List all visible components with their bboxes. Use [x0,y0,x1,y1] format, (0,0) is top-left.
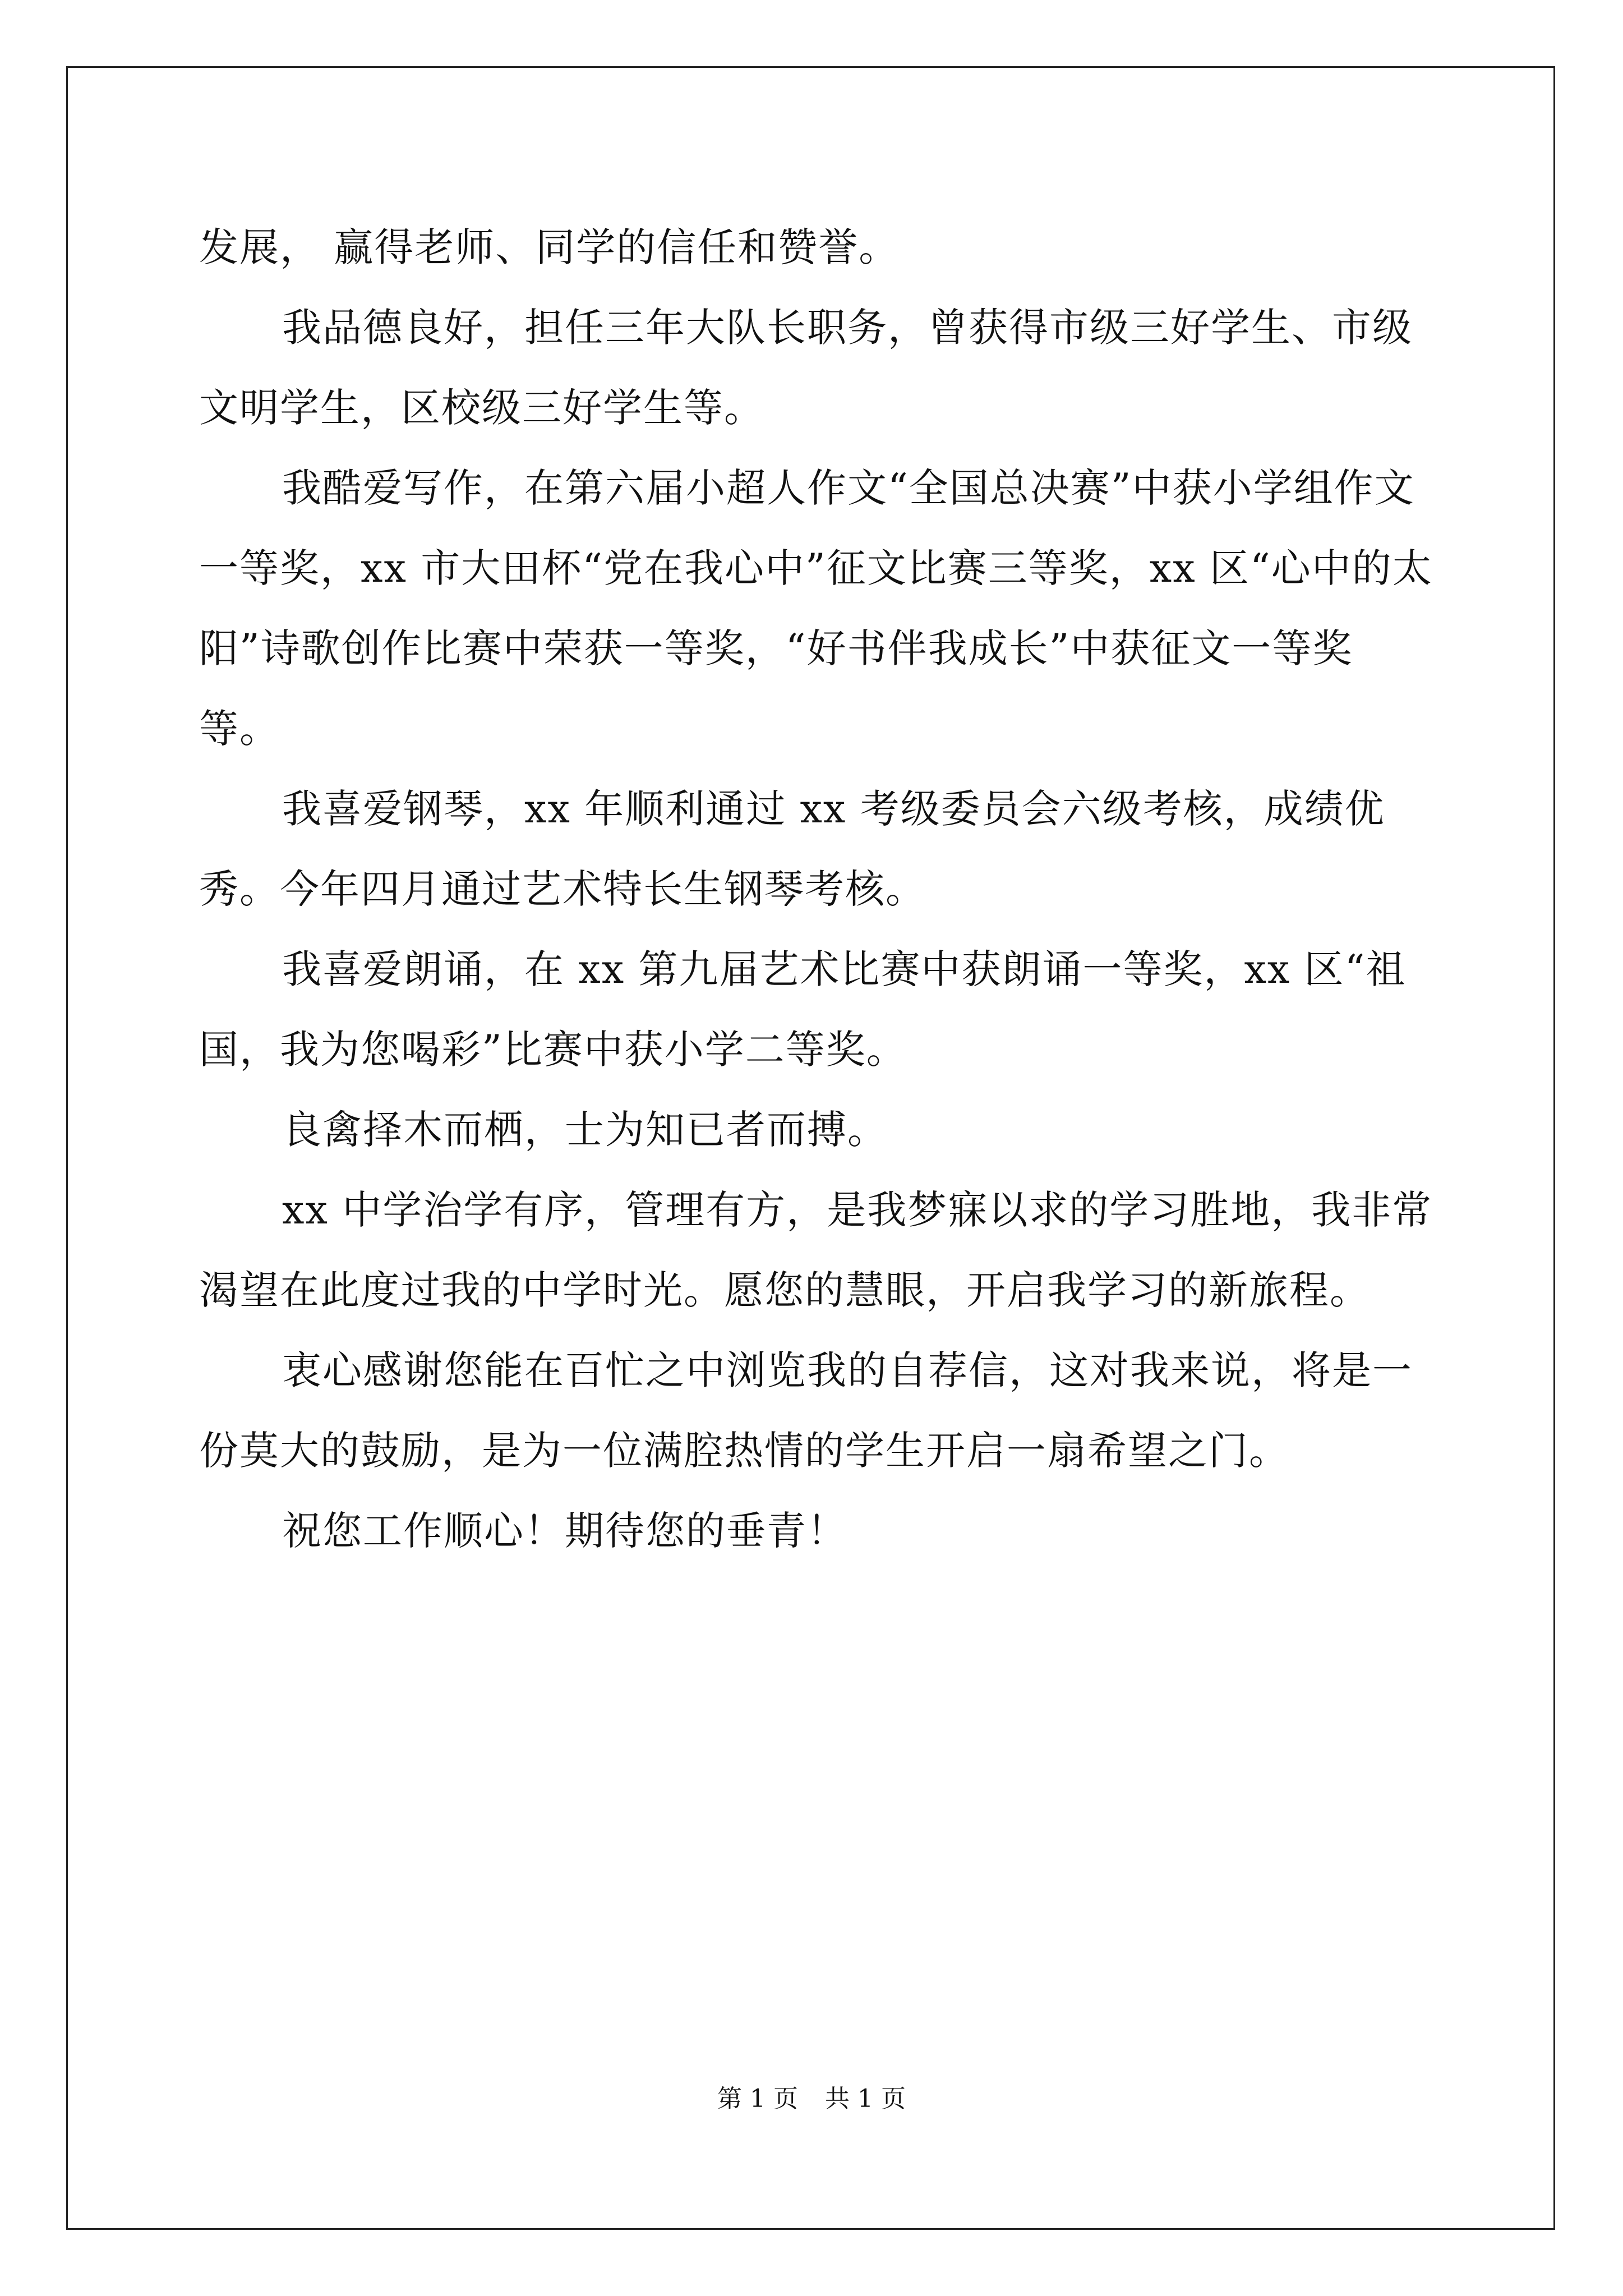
paragraph-8: 衷心感谢您能在百忙之中浏览我的自荐信，这对我来说，将是一份莫大的鼓励，是为一位满腔热情的学生开启一扇希望之门。 [199,1347,1413,1474]
paragraph-4: 我喜爱钢琴，xx 年顺利通过 xx 考级委员会六级考核，成绩优秀。今年四月通过艺术特长生钢琴考核。 [199,786,1385,912]
paragraph-6: 良禽择木而栖，士为知已者而搏。 [282,1107,888,1153]
page-number-current: 第 1 页 [717,2085,798,2113]
paragraph-2: 我品德良好，担任三年大队长职务，曾获得市级三好学生、市级文明学生，区校级三好学生等。 [199,305,1413,431]
paragraph-3: 我酷爱写作，在第六届小超人作文“全国总决赛”中获小学组作文一等奖，xx 市大田杯“党在我心中”征文比赛三等奖，xx 区“心中的太阳”诗歌创作比赛中荣获一等奖，“好书伴我成长”中获征文一等奖等。 [199,465,1433,752]
paragraph-7: xx 中学治学有序，管理有方，是我梦寐以求的学习胜地，我非常渴望在此度过我的中学时光。愿您的慧眼，开启我学习的新旅程。 [199,1187,1433,1313]
document-body [199,208,1433,1571]
paragraph-5: 我喜爱朗诵，在 xx 第九届艺术比赛中获朗诵一等奖，xx 区“祖国，我为您喝彩”比赛中获小学二等奖。 [199,946,1407,1073]
paragraph-9: 祝您工作顺心！期待您的垂青！ [282,1508,847,1554]
paragraph-1: 发展， 赢得老师、同学的信任和赞誉。 [199,224,900,270]
page-footer [0,2082,1623,2116]
page-number-total: 共 1 页 [825,2085,906,2113]
